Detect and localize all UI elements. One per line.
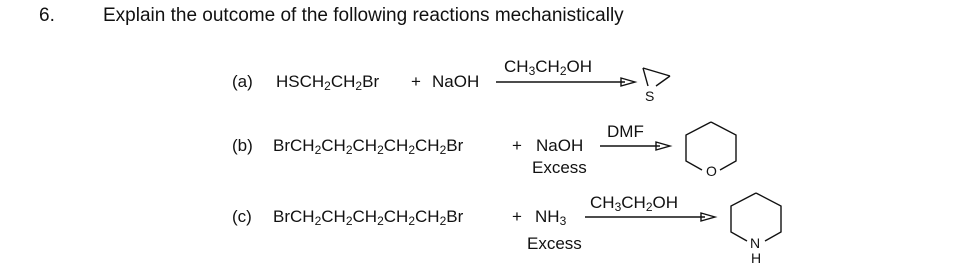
reagent-note: Excess (527, 234, 582, 253)
reagent-note: Excess (532, 158, 587, 177)
nitrogen-atom-label: N (750, 235, 761, 251)
reaction-condition: $CH_3CH_2OH$ (504, 57, 592, 78)
reaction-label: (b) (232, 136, 253, 155)
plus-sign: + (512, 207, 522, 226)
question-number: 6. (39, 5, 55, 26)
plus-sign: + (411, 72, 421, 91)
reactant-formula: $BrCH_2CH_2CH_2CH_2CH_2Br$ (273, 136, 464, 157)
reaction-condition: DMF (607, 122, 644, 141)
reaction-condition: $CH_3CH_2OH$ (590, 193, 678, 214)
reagent-formula: NaOH (536, 136, 584, 155)
reaction-label: (c) (232, 207, 252, 226)
question-prompt: Explain the outcome of the following reactions mechanistically (103, 5, 624, 26)
reactant-formula: $BrCH_2CH_2CH_2CH_2CH_2Br$ (273, 207, 464, 228)
plus-sign: + (512, 136, 522, 155)
reaction-label: (a) (232, 72, 253, 91)
oxygen-atom-label: O (706, 163, 717, 179)
reactant-formula: $HSCH_2CH_2Br$ (276, 72, 380, 93)
sulfur-atom-label: S (645, 88, 655, 104)
reagent-formula: $NH_3$ (535, 207, 567, 228)
reagent-formula: NaOH (432, 72, 480, 91)
hydrogen-atom-label: H (751, 250, 762, 266)
